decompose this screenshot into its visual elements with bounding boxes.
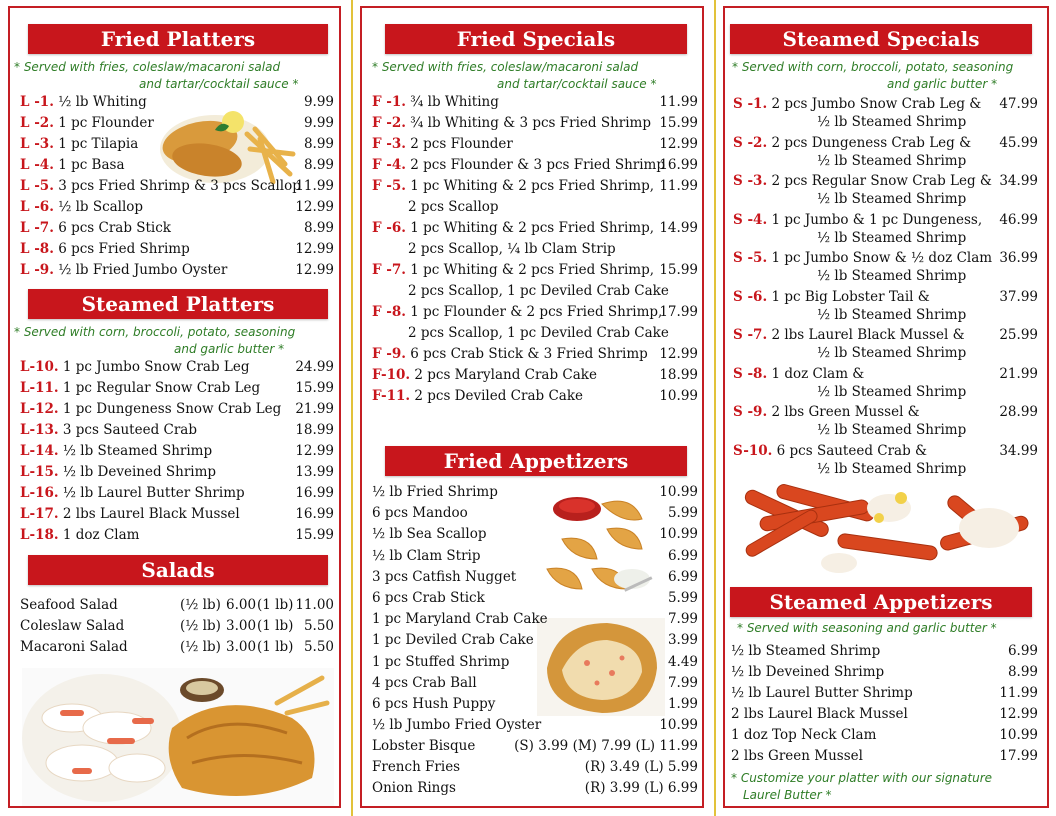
panel-right [723,6,1049,808]
menu-item [20,155,334,176]
item-price: 45.99 [999,134,1038,151]
item-price: 10.99 [659,484,698,500]
item-code: L -8. [20,241,54,257]
item-name: 2 pcs Flounder & 3 pcs Fried Shrimp [410,157,665,173]
item-name: ½ lb Sea Scallop [372,526,487,543]
item-name: ½ lb Clam Strip [372,547,481,564]
salad-one-price: 11.00 [295,597,334,613]
menu-item [372,344,698,365]
item-name: ½ lb Fried Shrimp [372,484,498,500]
item-price: 34.99 [999,173,1038,189]
item-price: 34.99 [999,442,1038,459]
item-code: L -1. [20,94,54,110]
item-name: 1 pc Maryland Crab Cake [372,611,548,628]
item-code: L-17. [20,506,59,522]
item-name: French Fries [372,759,461,775]
section-header-fried-platters: Fried Platters [28,24,328,54]
salad-item [20,595,334,616]
item-code: F -7. [372,262,406,278]
salad-one-label: (1 lb) [257,639,294,655]
menu-item [372,92,698,113]
appetizer-item [372,757,698,778]
item-price: 24.99 [295,359,334,375]
item-name: 6 pcs Hush Puppy [372,696,496,712]
menu-item [20,420,334,441]
item-code: F -2. [372,115,406,131]
laurel-butter-footer-note: * Customize your platter with our signature Laurel Butter * [731,771,993,802]
item-price: 21.99 [295,401,334,417]
item-name: 3 pcs Catfish Nugget [372,568,517,585]
menu-item [20,134,334,155]
salad-item [20,637,334,658]
item-price: 8.99 [1007,664,1038,680]
salad-name: Coleslaw Salad [20,618,125,634]
appetizer-item [731,746,1038,767]
item-price: 7.99 [667,611,698,628]
item-price: 12.99 [659,346,698,362]
salad-name: Macaroni Salad [20,639,128,655]
appetizer-item [731,683,1038,704]
item-price: 12.99 [659,136,698,152]
appetizer-item [731,704,1038,725]
menu-item [20,504,334,525]
item-name: 6 pcs Crab Stick [372,590,485,606]
item-name: 6 pcs Crab Stick & 3 Fried Shrimp [410,346,648,362]
menu-item [20,357,334,378]
item-code: L-12. [20,401,59,417]
menu-item [372,260,698,281]
appetizer-item [731,725,1038,746]
item-price: 12.99 [295,199,334,215]
item-price: 5.99 [667,505,698,522]
item-price: 15.99 [659,262,698,278]
item-sizes: (S) 3.99 (M) 7.99 (L) 11.99 [514,738,698,754]
appetizer-item [372,673,698,694]
menu-item [372,176,698,197]
item-price: 10.99 [659,526,698,543]
item-name: ¾ lb Whiting [410,94,499,110]
appetizer-item [372,609,698,630]
item-name-continued: ½ lb Steamed Shrimp [817,460,967,477]
menu-item [20,218,334,239]
item-price: 16.99 [295,506,334,522]
salad-one-price: 5.50 [303,639,334,655]
menu-item [372,365,698,386]
appetizer-item [372,482,698,503]
item-name: 6 pcs Mandoo [372,505,468,522]
item-price: 12.99 [295,262,334,278]
salad-half-label: (½ lb) [180,597,221,613]
item-code: L -7. [20,220,54,236]
item-price: 12.99 [999,706,1038,722]
salad-half-price: 6.00 [226,597,257,613]
section-header-salads: Salads [28,555,328,585]
item-price: 7.99 [667,674,698,691]
item-price: 11.99 [999,685,1038,701]
item-name: 1 pc Regular Snow Crab Leg [62,380,261,396]
item-name: 1 pc Stuffed Shrimp [372,653,510,670]
item-name: 1 pc Deviled Crab Cake [372,632,534,649]
item-price: 11.99 [659,178,698,194]
item-name-continued: 2 pcs Scallop, 1 pc Deviled Crab Cake [408,283,669,299]
appetizer-item [372,736,698,757]
menu-item [733,248,1038,269]
item-code: L-14. [20,443,59,459]
item-price: 5.99 [667,590,698,606]
item-name-continued: ½ lb Steamed Shrimp [817,152,967,169]
item-name: Lobster Bisque [372,738,476,754]
item-name: 2 lbs Green Mussel [731,748,863,764]
menu-item [733,210,1038,231]
item-price: 8.99 [303,136,334,152]
item-name: 1 doz Clam & [771,365,865,382]
item-name: 2 lbs Laurel Black Mussel [62,506,240,522]
item-name: 2 lbs Laurel Black Mussel & [771,327,965,343]
item-code: F -3. [372,136,406,152]
item-name: ½ lb Whiting [58,94,147,110]
menu-item [372,302,698,323]
fried-platters-note: * Served with fries, coleslaw/macaroni salad and tartar/cocktail sauce * [14,60,299,91]
item-price: 12.99 [295,241,334,257]
item-code: L -3. [20,136,54,152]
item-price: 4.49 [667,653,698,670]
steamed-appetizers-note: * Served with seasoning and garlic butter * [737,621,997,635]
menu-item [20,441,334,462]
item-name: 1 pc Basa [58,157,125,173]
item-price: 21.99 [999,365,1038,382]
item-name: 1 pc Jumbo Snow & ½ doz Clam [771,250,993,266]
menu-item [733,94,1038,115]
item-name: ½ lb Fried Jumbo Oyster [58,262,228,278]
item-name: 1 doz Top Neck Clam [731,727,877,743]
item-name-continued: ½ lb Steamed Shrimp [817,306,967,323]
item-name: 2 lbs Green Mussel & [771,404,920,420]
salad-one-label: (1 lb) [257,597,294,613]
section-header-fried-specials: Fried Specials [385,24,687,54]
appetizer-item [372,715,698,736]
item-price: 1.99 [667,696,698,712]
item-name: ½ lb Steamed Shrimp [731,643,881,659]
item-price: 9.99 [303,115,334,131]
item-code: F-10. [372,367,411,383]
salad-one-price: 5.50 [303,618,334,634]
item-name: 6 pcs Crab Stick [58,220,171,236]
menu-item [372,218,698,239]
item-name-continued: ½ lb Steamed Shrimp [817,345,967,361]
steamed-specials-note: * Served with corn, broccoli, potato, seasoning and garlic butter * [732,60,1014,91]
steamed-platters-note: * Served with corn, broccoli, potato, seasoning and garlic butter * [14,325,296,356]
item-name: ¾ lb Whiting & 3 pcs Fried Shrimp [410,115,651,131]
item-name: 2 pcs Regular Snow Crab Leg & [771,173,992,189]
item-code: F -4. [372,157,406,173]
item-name: 6 pcs Fried Shrimp [58,241,190,257]
item-name: ½ lb Deveined Shrimp [62,464,217,480]
item-name-continued: ½ lb Steamed Shrimp [817,191,967,207]
salad-half-price: 3.00 [226,618,257,634]
item-name: 2 lbs Laurel Black Mussel [731,706,908,722]
item-price: 47.99 [999,96,1038,112]
menu-item [20,462,334,483]
item-price: 28.99 [999,404,1038,420]
item-code: F -8. [372,304,406,320]
salad-one-label: (1 lb) [257,618,294,634]
salad-half-price: 3.00 [226,639,257,655]
item-code: S -7. [733,327,768,343]
item-price: 17.99 [999,748,1038,764]
item-price: 17.99 [659,304,698,320]
appetizer-item [372,630,698,651]
item-price: 14.99 [659,220,698,236]
item-name-continued: 2 pcs Scallop [408,199,499,215]
crab-legs-photo [739,478,1039,586]
item-name: 4 pcs Crab Ball [372,674,477,691]
appetizer-item [372,524,698,545]
item-code: S -5. [733,250,768,266]
menu-item [733,364,1038,385]
item-code: L -5. [20,178,54,194]
item-price: 11.99 [295,178,334,194]
item-price: 37.99 [999,288,1038,305]
item-name-continued: ½ lb Steamed Shrimp [817,383,967,400]
item-name-continued: 2 pcs Scallop, 1 pc Deviled Crab Cake [408,325,669,341]
item-price: 6.99 [1007,643,1038,659]
item-price: 8.99 [303,157,334,173]
menu-item [20,483,334,504]
item-price: 9.99 [303,94,334,110]
appetizer-item [372,652,698,673]
item-price: 3.99 [667,632,698,649]
item-price: 10.99 [659,388,698,404]
section-header-steamed-appetizers: Steamed Appetizers [730,587,1032,617]
item-name: 1 pc Whiting & 2 pcs Fried Shrimp, [410,220,655,236]
menu-item [20,176,334,197]
item-name: 2 pcs Deviled Crab Cake [414,388,583,404]
item-price: 18.99 [659,367,698,383]
item-code: L-15. [20,464,59,480]
item-code: L-16. [20,485,59,501]
item-name: 1 pc Tilapia [58,136,139,152]
salad-item [20,616,334,637]
item-name: 3 pcs Fried Shrimp & 3 pcs Scallop [58,178,301,194]
section-header-fried-appetizers: Fried Appetizers [385,446,687,476]
item-price: 15.99 [659,115,698,131]
item-price: 8.99 [303,220,334,236]
item-name: ½ lb Scallop [58,199,144,215]
item-code: L-18. [20,527,59,543]
salad-and-fish-photo [22,668,334,806]
salad-half-label: (½ lb) [180,639,221,655]
item-code: S -8. [733,365,768,382]
item-price: 6.99 [667,568,698,585]
item-price: 10.99 [999,727,1038,743]
item-code: S -3. [733,173,768,189]
panel-divider [351,0,353,816]
item-code: F -5. [372,178,406,194]
menu-item [733,133,1038,154]
item-name: Onion Rings [372,780,456,796]
item-name-continued: ½ lb Steamed Shrimp [817,268,967,284]
menu-item [372,113,698,134]
appetizer-item [372,778,698,799]
menu-item [372,386,698,407]
item-code: L -4. [20,157,54,173]
appetizer-item [731,641,1038,662]
section-header-steamed-platters: Steamed Platters [28,289,328,319]
item-price: 6.99 [667,547,698,564]
panel-middle [360,6,704,808]
menu-item [20,399,334,420]
item-code: L-11. [20,380,59,396]
item-code: F -1. [372,94,406,110]
item-price: 25.99 [999,327,1038,343]
item-price: 12.99 [295,443,334,459]
item-name: 1 pc Flounder [58,115,154,131]
salad-name: Seafood Salad [20,597,118,613]
item-code: S -6. [733,288,768,305]
item-price: 18.99 [295,422,334,438]
item-sizes: (R) 3.99 (L) 6.99 [584,780,698,796]
item-code: F -6. [372,220,406,236]
item-name-continued: ½ lb Steamed Shrimp [817,114,967,130]
item-name: 2 pcs Maryland Crab Cake [414,367,597,383]
salad-half-label: (½ lb) [180,618,221,634]
menu-item [372,155,698,176]
item-code: L-13. [20,422,59,438]
item-name: 2 pcs Dungeness Crab Leg & [771,134,972,151]
item-price: 13.99 [295,464,334,480]
menu-item [20,378,334,399]
item-code: L-10. [20,359,59,375]
menu-item [20,260,334,281]
item-code: S -4. [733,211,768,228]
item-name: ½ lb Deveined Shrimp [731,664,885,680]
item-code: L -9. [20,262,54,278]
item-code: S -1. [733,96,768,112]
menu-item [372,134,698,155]
menu-item [733,171,1038,192]
item-code: S -2. [733,134,768,151]
item-name: 1 pc Jumbo Snow Crab Leg [62,359,250,375]
appetizer-item [372,546,698,567]
item-price: 15.99 [295,380,334,396]
appetizer-item [372,567,698,588]
appetizer-item [731,662,1038,683]
menu-item [733,441,1038,462]
menu-item [20,113,334,134]
fried-specials-note: * Served with fries, coleslaw/macaroni salad and tartar/cocktail sauce * [372,60,657,91]
item-code: F-11. [372,388,411,404]
item-code: L -6. [20,199,54,215]
item-code: S-10. [733,442,773,459]
item-price: 11.99 [659,94,698,110]
item-name: 2 pcs Flounder [410,136,513,152]
item-name: 1 pc Flounder & 2 pcs Fried Shrimp, [410,304,663,320]
item-name: 1 pc Whiting & 2 pcs Fried Shrimp, [410,178,655,194]
item-sizes: (R) 3.49 (L) 5.99 [584,759,698,775]
menu-item [733,325,1038,346]
menu-item [20,197,334,218]
menu-item [733,287,1038,308]
item-price: 36.99 [999,250,1038,266]
item-code: F -9. [372,346,406,362]
item-price: 16.99 [295,485,334,501]
item-name: ½ lb Laurel Butter Shrimp [731,685,913,701]
menu-item [20,239,334,260]
item-name: ½ lb Laurel Butter Shrimp [62,485,245,501]
item-price: 16.99 [659,157,698,173]
item-name-continued: 2 pcs Scallop, ¼ lb Clam Strip [408,241,616,257]
panel-divider [714,0,716,816]
appetizer-item [372,503,698,524]
menu-item [20,525,334,546]
item-name: 1 doz Clam [62,527,140,543]
item-name: 1 pc Whiting & 2 pcs Fried Shrimp, [410,262,655,278]
item-code: L -2. [20,115,54,131]
item-name-continued: ½ lb Steamed Shrimp [817,422,967,438]
item-name: 6 pcs Sauteed Crab & [776,442,928,459]
panel-left [8,6,341,808]
item-price: 10.99 [659,717,698,734]
appetizer-item [372,694,698,715]
section-header-steamed-specials: Steamed Specials [730,24,1032,54]
menu-item [733,402,1038,423]
item-code: S -9. [733,404,768,420]
item-name: 3 pcs Sauteed Crab [62,422,197,438]
item-name: 1 pc Dungeness Snow Crab Leg [62,401,282,417]
item-name: ½ lb Steamed Shrimp [62,443,213,459]
item-price: 15.99 [295,527,334,543]
menu-item [20,92,334,113]
item-name-continued: ½ lb Steamed Shrimp [817,229,967,246]
item-name: 1 pc Jumbo & 1 pc Dungeness, [771,211,983,228]
appetizer-item [372,588,698,609]
item-price: 46.99 [999,211,1038,228]
item-name: ½ lb Jumbo Fried Oyster [372,717,542,734]
item-name: 2 pcs Jumbo Snow Crab Leg & [771,96,982,112]
item-name: 1 pc Big Lobster Tail & [771,288,930,305]
